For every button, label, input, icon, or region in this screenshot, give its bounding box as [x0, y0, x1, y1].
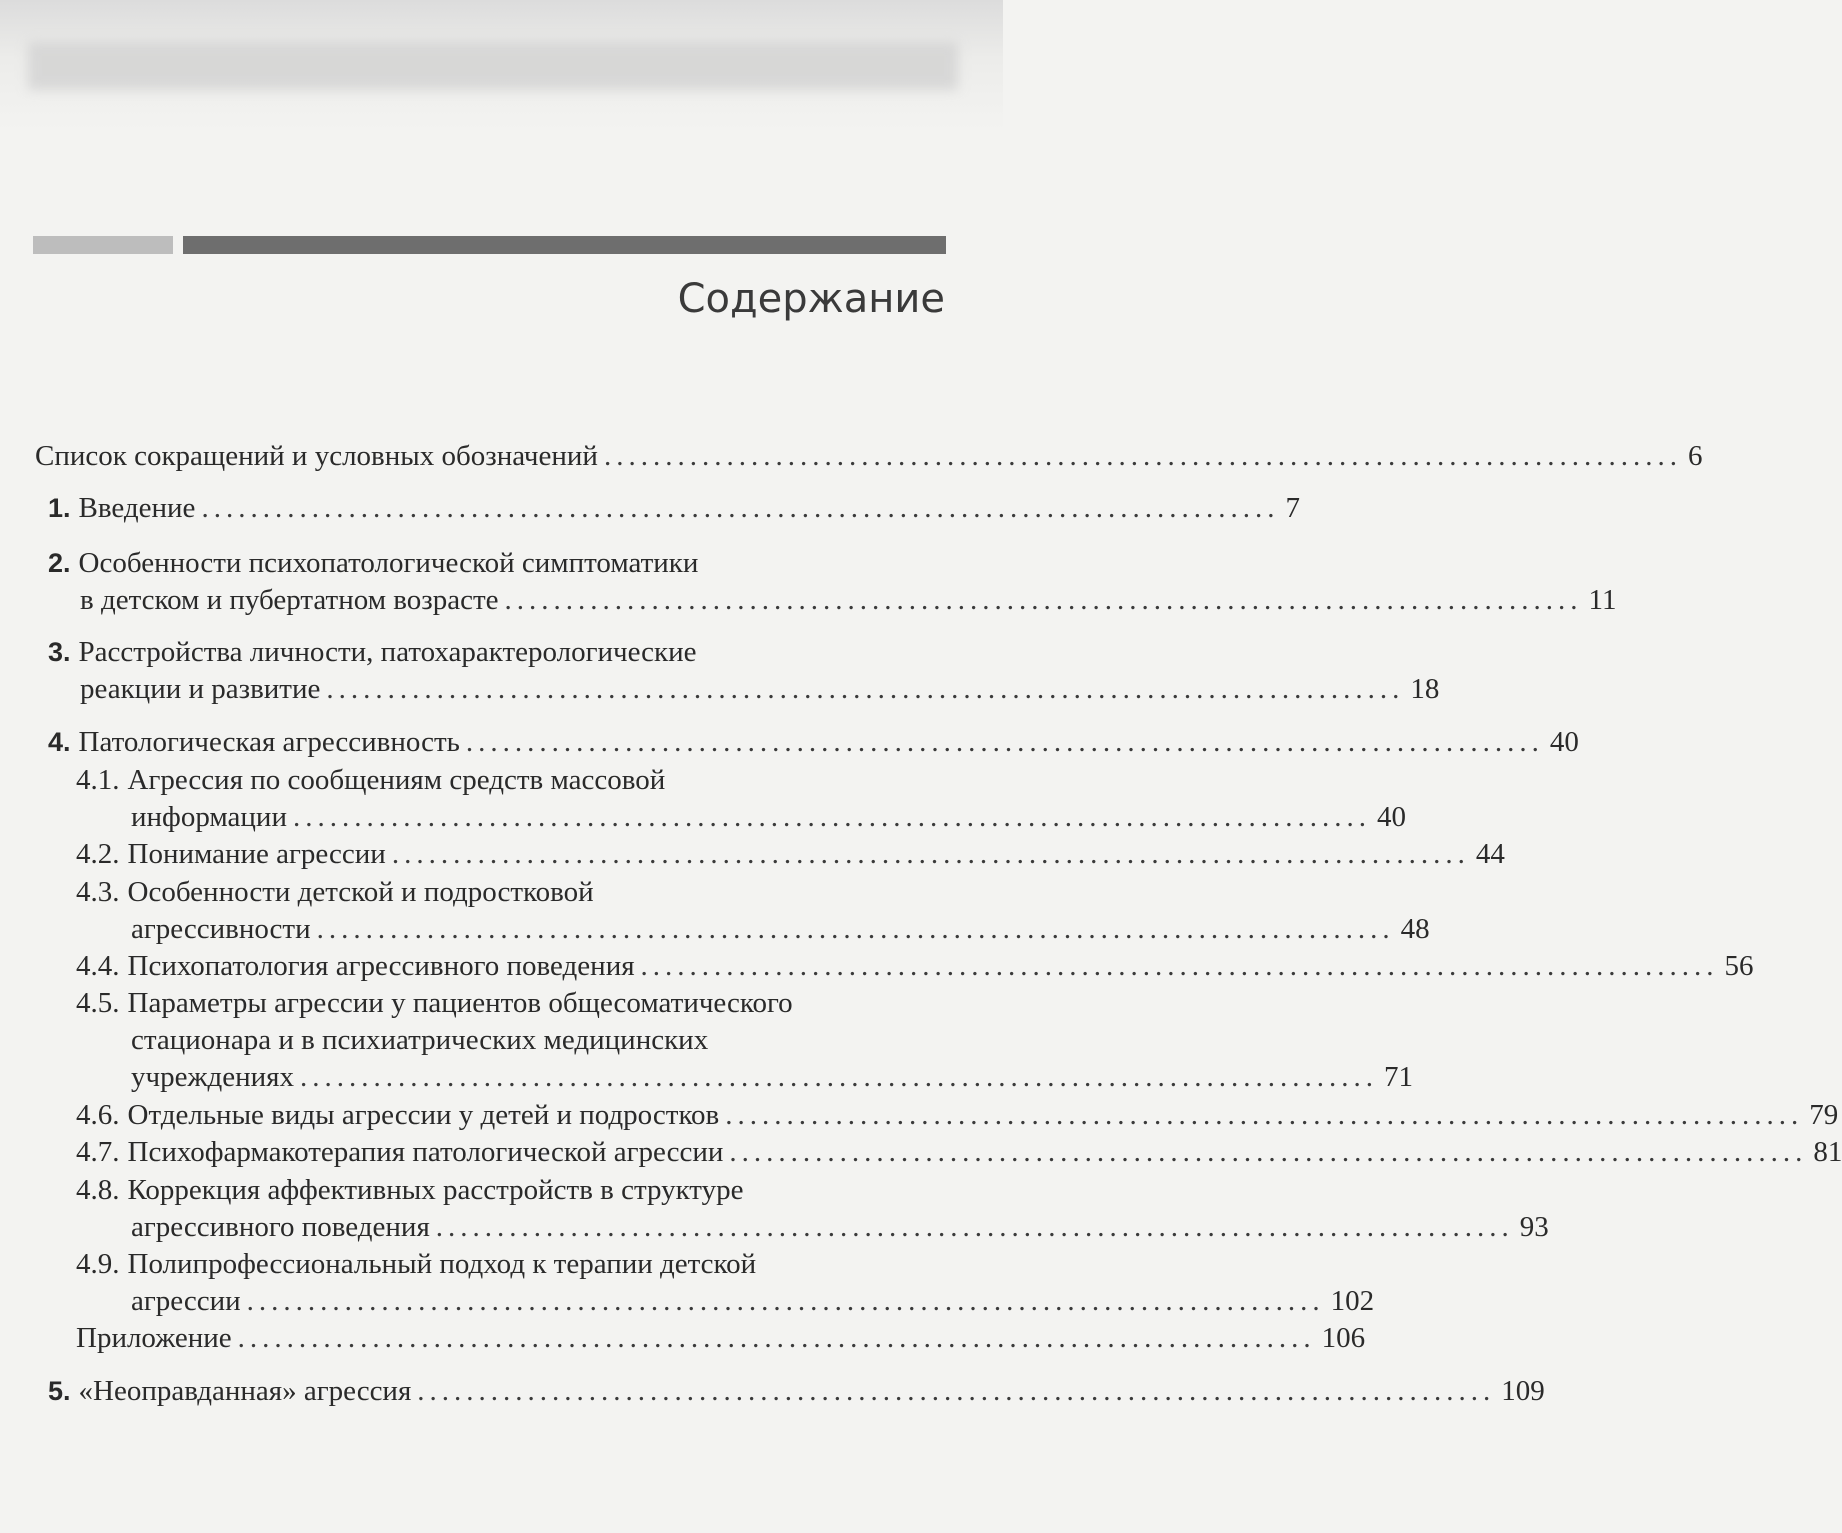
toc-entry-appendix[interactable]: [76, 1320, 1366, 1356]
toc-leader-dots: ........................................................................................: [603, 440, 1682, 472]
toc-page-number: 93: [1519, 1211, 1549, 1243]
toc-leader-dots: ........................................................................................: [435, 1211, 1514, 1243]
toc-entry-label-line-2: стационара и в психиатрических медицинских: [131, 1024, 709, 1056]
toc-leader-dots: ........................................................................................: [246, 1285, 1325, 1317]
toc-chapter-number: 3.: [48, 637, 71, 667]
toc-entry-label: Психопатология агрессивного поведения: [127, 950, 635, 982]
toc-chapter-number: 2.: [48, 548, 71, 578]
toc-entry-section-4-1-cont[interactable]: [131, 799, 1406, 835]
toc-entry-label: Отдельные виды агрессии у детей и подростков: [127, 1099, 720, 1131]
toc-page-number: 79: [1809, 1099, 1839, 1131]
toc-page-number: 102: [1330, 1285, 1375, 1317]
toc-page-number: 106: [1321, 1322, 1366, 1354]
toc-leader-dots: ........................................................................................: [316, 913, 1395, 945]
toc-entry-section-4-8[interactable]: [76, 1172, 945, 1208]
toc-leader-dots: ........................................................................................: [292, 801, 1371, 833]
toc-entry-label-line-2: реакции и развитие: [80, 673, 321, 705]
toc-leader-dots: ........................................................................................: [417, 1375, 1496, 1407]
toc-page-number: 40: [1376, 801, 1406, 833]
toc-entry-label-line-1: Параметры агрессии у пациентов общесоматического: [127, 987, 793, 1019]
toc-page-number: 40: [1549, 726, 1579, 758]
toc-entry-section-4-4[interactable]: [76, 948, 1754, 984]
toc-entry-label-line-2: агрессивности: [131, 913, 311, 945]
toc-entry-label-line-1: Полипрофессиональный подход к терапии детской: [127, 1248, 757, 1280]
toc-page-number: 11: [1588, 584, 1617, 616]
toc-page-number: 6: [1687, 440, 1703, 472]
toc-entry-label: Список сокращений и условных обозначений: [35, 440, 598, 472]
toc-leader-dots: ........................................................................................: [729, 1136, 1808, 1168]
toc-page-number: 81: [1813, 1136, 1842, 1168]
toc-section-number: 4.1.: [76, 764, 120, 796]
toc-entry-chapter-3[interactable]: [48, 634, 945, 670]
toc-chapter-number: 1.: [48, 493, 71, 523]
toc-entry-section-4-5-line-2[interactable]: [131, 1022, 945, 1058]
toc-entry-section-4-3[interactable]: [76, 874, 945, 910]
toc-section-number: 4.4.: [76, 950, 120, 982]
header-bar-dark: [183, 236, 946, 254]
toc-entry-section-4-1[interactable]: [76, 762, 945, 798]
toc-entry-section-4-7[interactable]: [76, 1134, 1842, 1170]
page-title: Содержание: [677, 276, 945, 322]
toc-entry-section-4-5-cont[interactable]: [131, 1059, 1413, 1095]
toc-leader-dots: ........................................................................................: [504, 584, 1583, 616]
toc-entry-label-line-3: учреждениях: [131, 1061, 294, 1093]
toc-section-number: 4.5.: [76, 987, 120, 1019]
toc-chapter-number: 5.: [48, 1376, 71, 1406]
toc-section-number: 4.3.: [76, 876, 120, 908]
toc-entry-label-line-1: Коррекция аффективных расстройств в структуре: [127, 1174, 744, 1206]
toc-entry-section-4-9-cont[interactable]: [131, 1283, 1375, 1319]
toc-leader-dots: ........................................................................................: [201, 492, 1280, 524]
toc-section-number: 4.2.: [76, 838, 120, 870]
toc-leader-dots: ........................................................................................: [326, 673, 1405, 705]
toc-page-number: 44: [1475, 838, 1505, 870]
toc-entry-section-4-9[interactable]: [76, 1246, 945, 1282]
toc-entry-chapter-4[interactable]: [48, 724, 1579, 760]
toc-entry-label: Введение: [78, 492, 196, 524]
toc-page-number: 71: [1384, 1061, 1413, 1093]
toc-section-number: 4.6.: [76, 1099, 120, 1131]
toc-entry-section-4-6[interactable]: [76, 1097, 1839, 1133]
toc-entry-label-line-1: Особенности детской и подростковой: [127, 876, 594, 908]
toc-entry-chapter-1[interactable]: [48, 490, 1300, 526]
toc-leader-dots: ........................................................................................: [237, 1322, 1316, 1354]
toc-section-number: 4.9.: [76, 1248, 120, 1280]
toc-leader-dots: ........................................................................................: [465, 726, 1544, 758]
toc-chapter-number: 4.: [48, 727, 71, 757]
toc-leader-dots: ........................................................................................: [725, 1099, 1804, 1131]
toc-entry-label: Патологическая агрессивность: [78, 726, 460, 758]
toc-entry-label: Понимание агрессии: [127, 838, 386, 870]
toc-entry-section-4-3-cont[interactable]: [131, 911, 1430, 947]
toc-entry-label-line-2: агрессивного поведения: [131, 1211, 430, 1243]
toc-page-number: 18: [1410, 673, 1440, 705]
toc-entry-label-line-2: агрессии: [131, 1285, 241, 1317]
toc-leader-dots: ........................................................................................: [300, 1061, 1378, 1093]
toc-entry-label: Психофармакотерапия патологической агрессии: [127, 1136, 724, 1168]
toc-entry-chapter-5[interactable]: [48, 1373, 1545, 1409]
toc-page-number: 109: [1501, 1375, 1545, 1407]
toc-entry-section-4-2[interactable]: [76, 836, 1505, 872]
toc-page-number: 48: [1400, 913, 1430, 945]
toc-entry-abbreviations[interactable]: [35, 438, 1703, 474]
previous-page-bleed: [28, 42, 958, 90]
toc-leader-dots: ........................................................................................: [640, 950, 1719, 982]
toc-entry-chapter-2[interactable]: [48, 545, 945, 581]
toc-entry-label-line-1: Особенности психопатологической симптоматики: [78, 547, 699, 579]
toc-entry-label-line-1: Расстройства личности, патохарактерологические: [78, 636, 697, 668]
toc-page-number: 56: [1724, 950, 1754, 982]
toc-entry-chapter-2-cont[interactable]: [80, 582, 1617, 618]
toc-entry-label: Приложение: [76, 1322, 232, 1354]
toc-section-number: 4.8.: [76, 1174, 120, 1206]
toc-entry-label-line-1: Агрессия по сообщениям средств массовой: [127, 764, 666, 796]
toc-entry-chapter-3-cont[interactable]: [80, 671, 1440, 707]
toc-page-number: 7: [1285, 492, 1300, 524]
header-bar-light: [33, 236, 173, 254]
toc-entry-section-4-8-cont[interactable]: [131, 1209, 1549, 1245]
toc-entry-section-4-5[interactable]: [76, 985, 945, 1021]
toc-entry-label-line-2: в детском и пубертатном возрасте: [80, 584, 499, 616]
toc-section-number: 4.7.: [76, 1136, 120, 1168]
toc-entry-label-line-2: информации: [131, 801, 287, 833]
toc-leader-dots: ........................................................................................: [391, 838, 1470, 870]
toc-entry-label: «Неоправданная» агрессия: [78, 1375, 412, 1407]
